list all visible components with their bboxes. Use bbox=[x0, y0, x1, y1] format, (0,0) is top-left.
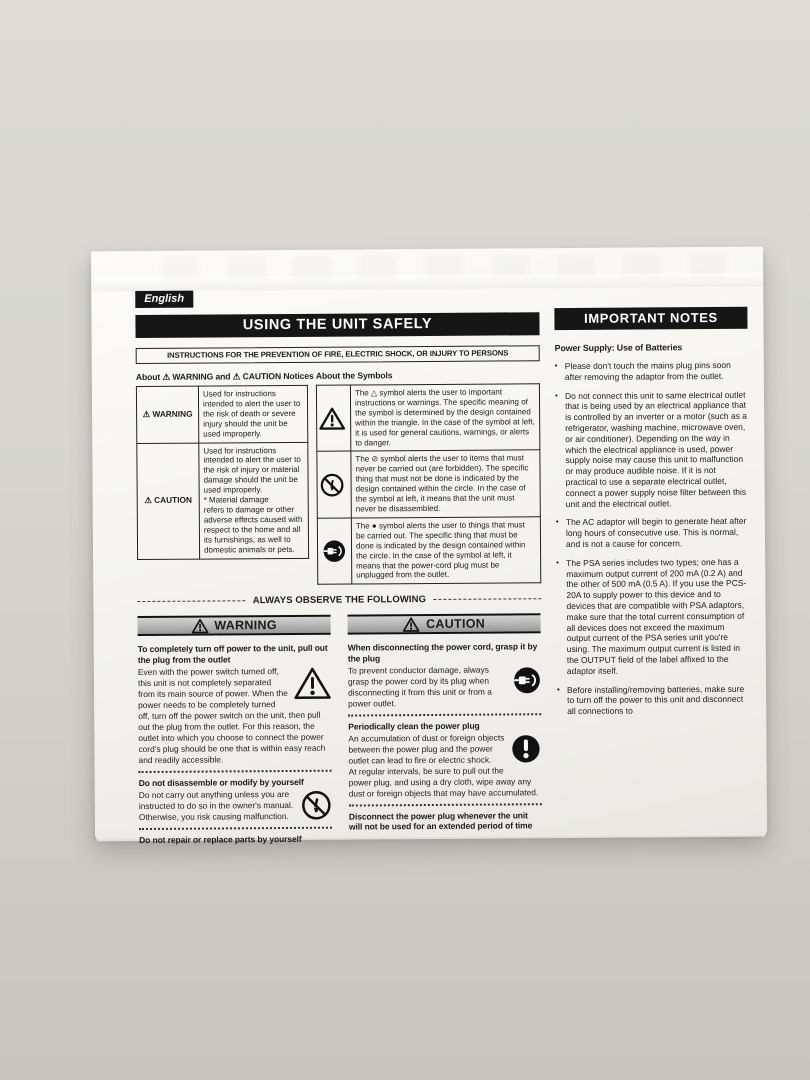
main-section bbox=[135, 286, 543, 866]
tables-row bbox=[136, 383, 541, 586]
note-text: Do not connect this unit to same electrical outlet that is being used by an electrical appliance that is controlled by an inverter or a motor (such as a refrigerator, washing machine, microwave oven, or air conditioner). Depending on the way in which the electrical appliance is used, power supply noise may cause this unit to malfunction or may produce audible noise. If it is not practical to use a separate electrical outlet, connect a power supply noise filter between this unit and the electrical outlet. bbox=[564, 389, 748, 509]
list-item bbox=[556, 516, 749, 550]
list-item bbox=[557, 683, 750, 717]
about-notices-heading: About ⚠ WARNING and ⚠ CAUTION Notices bbox=[135, 370, 314, 383]
dotted-rule bbox=[139, 827, 332, 830]
divider-dashes bbox=[433, 599, 541, 601]
item-title: To completely turn off power to the unit, pull out the plug from the outlet bbox=[137, 643, 328, 665]
warning-triangle-icon bbox=[294, 666, 331, 699]
warning-text: Used for instructions intended to alert the user to the risk of death or severe injury should the unit be used improperly. bbox=[198, 385, 307, 442]
symbol-row-text: The ● symbol alerts the user to things that must be carried out. The specific thing that must be done is indicated by the design contained within the circle. In the case of the symbol at left, it means that the power-cord plug must be unplugged from the outlet. bbox=[351, 517, 540, 585]
table-row bbox=[317, 450, 540, 518]
divider-dashes bbox=[137, 601, 245, 603]
caution-column-header bbox=[348, 614, 541, 635]
item-body-text: Do not carry out anything unless you are instructed to do so in the owner's manual. Otherwise, you risk causing malfunction. bbox=[138, 788, 294, 822]
list-item bbox=[555, 360, 748, 383]
item-title: Do not disassemble or modify by yourself bbox=[138, 776, 304, 788]
warning-column-header bbox=[138, 615, 331, 636]
warning-header-label: WARNING bbox=[214, 618, 277, 633]
no-disassemble-icon bbox=[301, 790, 332, 821]
notes-list bbox=[555, 360, 750, 717]
manual-page bbox=[91, 247, 767, 845]
warning-column bbox=[138, 615, 333, 866]
unplug-icon bbox=[510, 665, 541, 695]
caution-header-label: CAUTION bbox=[425, 616, 486, 632]
important-notes-section bbox=[554, 307, 751, 822]
item-body bbox=[139, 789, 332, 823]
bullet-marker: • bbox=[556, 557, 559, 567]
safety-title-bar: USING THE UNIT SAFELY bbox=[135, 312, 539, 338]
print-showthrough bbox=[161, 253, 739, 281]
item-body-text: Even with the power switch turned off, this unit is not completely separated from its main source of power. When the power needs to be completely turned off, turn off the power switch on the unit, then pull out the plug from the outlet. For this reason, the outlet into which you choose to connect the power cord's plug should be one that is within easy reach and readily accessible. bbox=[137, 665, 326, 765]
item-body bbox=[138, 665, 332, 765]
item-body-text: An accumulation of dust or foreign objects between the power plug and the power outlet can lead to fire or electric shock. At regular intervals, be sure to pull out the power plug, and using a dry cloth, wipe away any dust or foreign objects that may have accumulated. bbox=[348, 732, 539, 799]
caution-label: ⚠ CAUTION bbox=[137, 443, 200, 559]
caution-column bbox=[348, 614, 543, 865]
bullet-marker: • bbox=[554, 390, 558, 400]
page-content bbox=[135, 285, 751, 845]
warning-label: ⚠ WARNING bbox=[136, 386, 198, 443]
caution-text-main: Used for instructions intended to alert the user to the risk of injury or material damage should the unit be used improperly. bbox=[203, 445, 301, 495]
observe-label: ALWAYS OBSERVE THE FOLLOWING bbox=[252, 594, 427, 607]
table-row bbox=[316, 384, 539, 452]
dotted-rule bbox=[139, 769, 332, 772]
bullet-marker: • bbox=[554, 361, 558, 371]
unplug-icon bbox=[317, 518, 351, 585]
dotted-rule bbox=[348, 713, 541, 716]
notices-table bbox=[136, 385, 309, 560]
instructions-box: INSTRUCTIONS FOR THE PREVENTION OF FIRE, ELECTRIC SHOCK, OR INJURY TO PERSONS bbox=[136, 345, 540, 364]
symbol-row-text: The △ symbol alerts the user to important instructions or warnings. The specific meaning of the symbol is determined by the design contained within the triangle. In the case of the symbol at left, it is used for general cautions, warnings, or alerts to danger. bbox=[350, 384, 539, 452]
prohibition-icon bbox=[317, 451, 351, 518]
caution-text bbox=[199, 442, 309, 559]
bullet-marker: • bbox=[555, 517, 559, 527]
warning-column-body bbox=[138, 643, 333, 866]
observe-divider bbox=[137, 594, 541, 608]
table-row bbox=[317, 517, 540, 585]
exclamation-circle-icon bbox=[510, 733, 541, 764]
table-row bbox=[137, 442, 309, 559]
power-supply-heading: Power Supply: Use of Batteries bbox=[554, 342, 683, 354]
symbols-table bbox=[316, 383, 541, 585]
table-row bbox=[136, 385, 307, 443]
warning-caution-columns bbox=[138, 614, 544, 867]
dotted-rule bbox=[349, 803, 542, 806]
about-headings bbox=[136, 369, 540, 383]
warning-triangle-icon bbox=[403, 617, 420, 632]
item-body bbox=[348, 732, 541, 799]
item-title: When disconnecting the power cord, grasp it by the plug bbox=[347, 641, 538, 664]
language-tag: English bbox=[135, 291, 193, 308]
symbol-row-text: The ⊘ symbol alerts the user to items that must never be carried out (are forbidden). The specific thing that must not be done is indicated by the design contained within the circle. In the case of the symbol at left, it means that the unit must never be disassembled. bbox=[351, 450, 540, 518]
note-text: Please don't touch the mains plug pins soon after removing the adaptor from the outlet. bbox=[564, 359, 731, 382]
warning-triangle-icon bbox=[191, 618, 208, 633]
note-text: The AC adaptor will begin to generate heat after long hours of consecutive use. This is normal, and is not a cause for concern. bbox=[565, 516, 747, 549]
bullet-marker: • bbox=[556, 684, 560, 694]
item-title: Periodically clean the power plug bbox=[348, 720, 480, 732]
note-text: The PSA series includes two types; one has a maximum output current of 200 mA (0.2 A) and the other of 500 mA (0.5 A). If you use the PCS-20A to supply power to this device and to devices that are compatible with PSA adaptors, make sure that the total current consumption of all devices does not exceed the maximum output current of the PSA series unit you're using. The maximum output current is listed in the OUTPUT field of the label affixed to the adaptor itself. bbox=[566, 556, 747, 676]
caution-column-body bbox=[348, 642, 543, 865]
item-title-cutoff: Disconnect the power plug whenever the unit will not be used for an extended period of time bbox=[348, 810, 533, 832]
note-text: Before installing/removing batteries, make sure to turn off the power to this unit and disconnect all connections to bbox=[566, 683, 745, 717]
about-symbols-heading: About the Symbols bbox=[315, 370, 393, 381]
list-item bbox=[556, 557, 750, 677]
caution-text-bullet: * Material damage refers to damage or other adverse effects caused with respect to the home and all its furnishings, as well to domestic animals or pets. bbox=[203, 495, 303, 555]
item-body-text: To prevent conductor damage, always grasp the power cord by its plug when disconnecting it from this unit or from a power outlet. bbox=[347, 664, 492, 709]
warning-triangle-icon bbox=[316, 385, 350, 452]
item-title-cutoff: Do not repair or replace parts by yourself bbox=[139, 833, 302, 845]
item-body bbox=[348, 664, 541, 709]
list-item bbox=[555, 389, 749, 509]
important-notes-bar: IMPORTANT NOTES bbox=[554, 307, 747, 330]
